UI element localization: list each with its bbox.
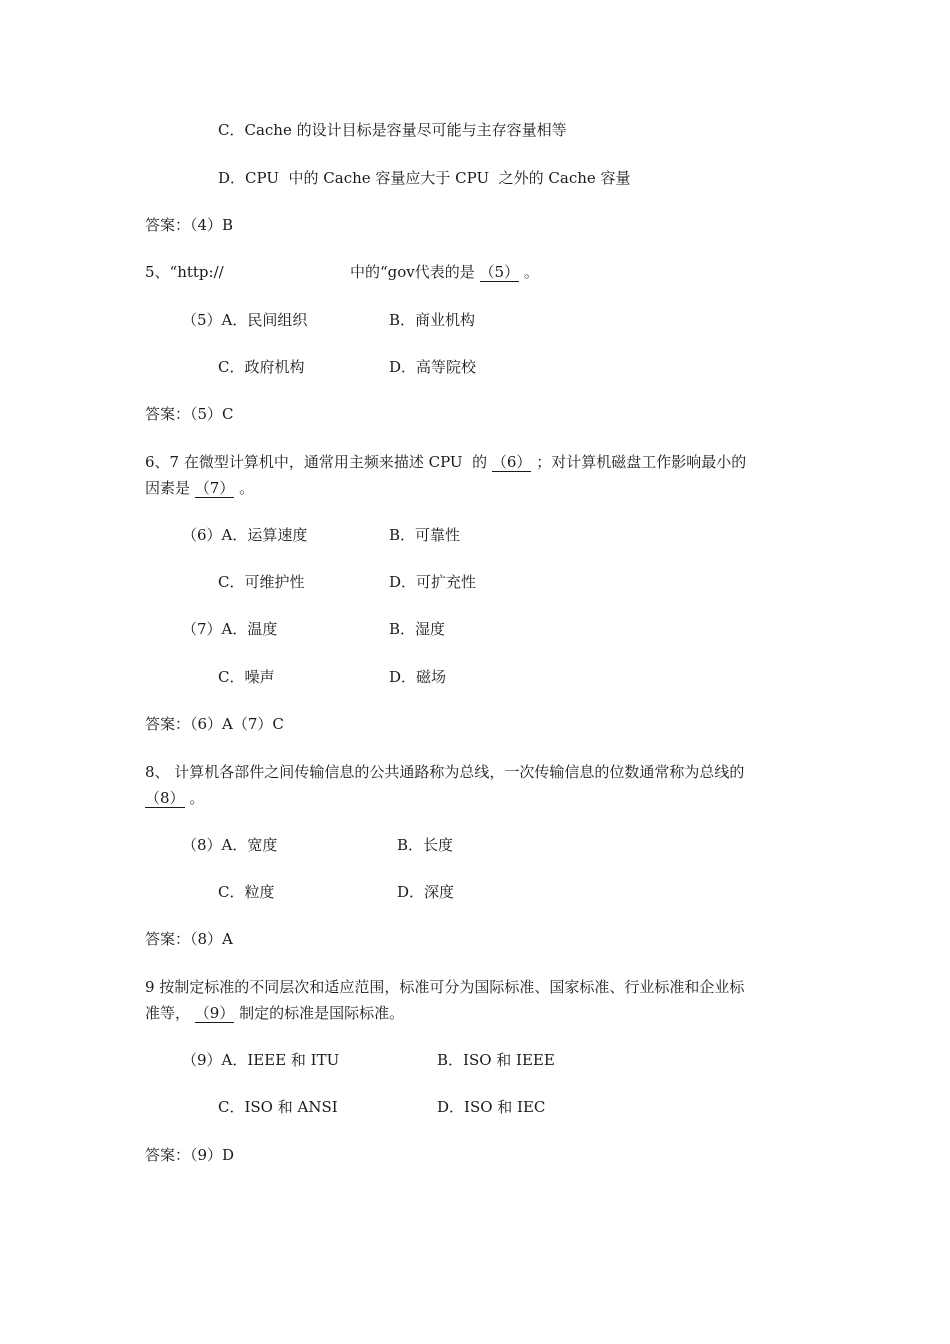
- q5-stem-part1: 5、“http://: [145, 263, 224, 281]
- q8-option-b: B．长度: [397, 836, 454, 854]
- q9-stem-part1: 准等，: [145, 1004, 195, 1022]
- q67-stem-part1: 6、7 在微型计算机中，通常用主频来描述 CPU 的: [145, 453, 492, 471]
- q8-answer: 答案：（8）A: [145, 930, 233, 948]
- q5-answer: 答案：（5）C: [145, 405, 234, 423]
- q9-option-d: D．ISO 和 IEC: [437, 1098, 546, 1116]
- q5-option-b: B．商业机构: [389, 311, 476, 329]
- q5-stem-part2: 中的“gov代表的是: [350, 263, 480, 281]
- q67-answer: 答案：（6）A（7）C: [145, 715, 284, 733]
- q8-stem-end: 。: [184, 789, 205, 807]
- q4-answer: 答案：（4）B: [145, 216, 234, 234]
- q6-option-a: （6）A．运算速度: [182, 526, 308, 544]
- q4-option-c: C．Cache 的设计目标是容量尽可能与主存容量相等: [218, 121, 567, 139]
- q67-stem-line1: [145, 452, 746, 472]
- q9-stem-line1: 9 按制定标准的不同层次和适应范围，标准可分为国际标准、国家标准、行业标准和企业标: [145, 978, 745, 996]
- q6-blank: （6）: [491, 453, 532, 471]
- q7-option-c: C．噪声: [218, 668, 275, 686]
- q9-stem-line2: [145, 1003, 404, 1023]
- q8-stem-line1: 8、 计算机各部件之间传输信息的公共通路称为总线，一次传输信息的位数通常称为总线的: [145, 763, 745, 781]
- q67-stem-line2: [145, 478, 254, 498]
- q67-stem-part2: ；对计算机磁盘工作影响最小的: [531, 453, 747, 471]
- q9-option-b: B．ISO 和 IEEE: [437, 1051, 555, 1069]
- q5-option-d: D．高等院校: [389, 358, 477, 376]
- q9-option-c: C．ISO 和 ANSI: [218, 1098, 338, 1116]
- q5-blank: （5）: [479, 263, 520, 281]
- q9-blank: （9）: [194, 1004, 235, 1022]
- q7-option-b: B．湿度: [389, 620, 446, 638]
- q4-option-d: D．CPU 中的 Cache 容量应大于 CPU 之外的 Cache 容量: [218, 169, 631, 187]
- q67-stem-end: 。: [234, 479, 255, 497]
- q6-option-c: C．可维护性: [218, 573, 305, 591]
- q7-option-a: （7）A．温度: [182, 620, 278, 638]
- q9-answer: 答案：（9）D: [145, 1146, 235, 1164]
- q8-option-d: D．深度: [397, 883, 455, 901]
- q5-option-c: C．政府机构: [218, 358, 305, 376]
- q8-blank: （8）: [145, 789, 185, 807]
- q67-stem-part3: 因素是: [145, 479, 195, 497]
- q7-option-d: D．磁场: [389, 668, 447, 686]
- q7-blank: （7）: [194, 479, 235, 497]
- q5-option-a: （5）A．民间组织: [182, 311, 308, 329]
- q6-option-d: D．可扩充性: [389, 573, 477, 591]
- q8-option-c: C．粒度: [218, 883, 275, 901]
- q6-option-b: B．可靠性: [389, 526, 461, 544]
- q5-stem: [350, 262, 539, 282]
- q9-option-a: （9）A．IEEE 和 ITU: [182, 1051, 340, 1069]
- q8-stem-line2: [145, 788, 204, 808]
- q5-stem-end: 。: [519, 263, 539, 281]
- q9-stem-part2: 制定的标准是国际标准。: [234, 1004, 405, 1022]
- q8-option-a: （8）A．宽度: [182, 836, 278, 854]
